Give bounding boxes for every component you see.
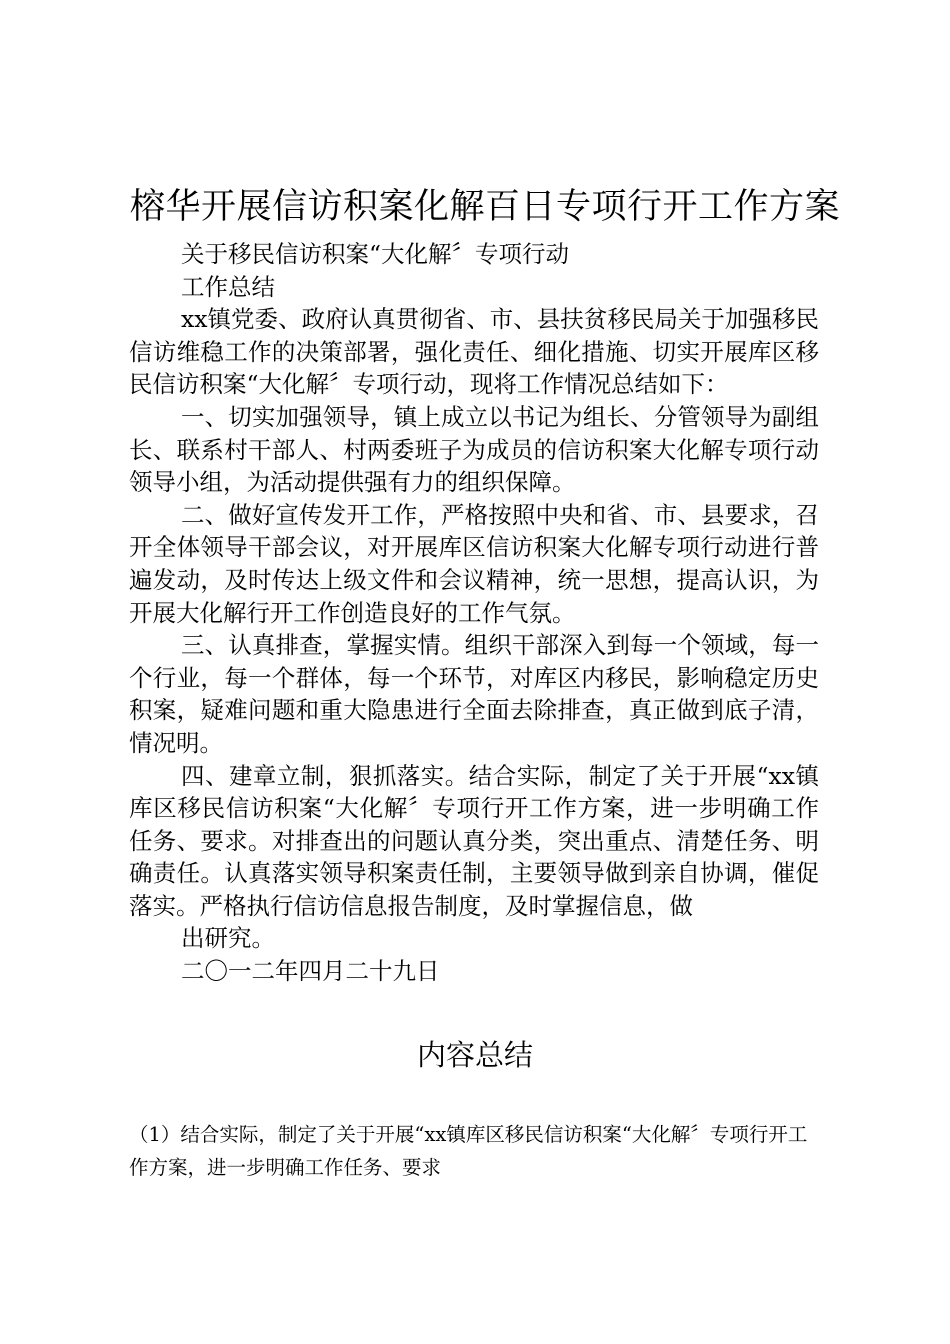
paragraph-1: 一、切实加强领导，镇上成立以书记为组长、分管领导为副组长、联系村干部人、村两委班子为成员的信访积案大化解专项行动领导小组，为活动提供强有力的组织保障。 — [129, 402, 819, 497]
summary-text: （1）结合实际，制定了关于开展“xx镇库区移民信访积案“大化解〞专项行开工作方案，进一步明确工作任务、要求 — [129, 1123, 808, 1179]
summary-heading: 内容总结 — [416, 1038, 533, 1072]
paragraph-intro: xx镇党委、政府认真贯彻省、市、县扶贫移民局关于加强移民信访维稳工作的决策部署，强化责任、细化措施、切实开展库区移民信访积案“大化解〞专项行动，现将工作情况总结如下： — [129, 305, 819, 399]
summary-body — [129, 1118, 824, 1184]
document-body — [129, 238, 819, 988]
paragraph-3: 三、认真排查，掌握实情。组织干部深入到每一个领域，每一个行业，每一个群体，每一个环节，对库区内移民，影响稳定历史积案，疑难问题和重大隐患进行全面去除排查，真正做到底子清，情况明。 — [129, 631, 819, 757]
paragraph-2: 二、做好宣传发开工作，严格按照中央和省、市、县要求，召开全体领导干部会议，对开展库区信访积案大化解专项行动进行普遍发动，及时传达上级文件和会议精神，统一思想，提高认识，为开展大化解行开工作创造良好的工作气氛。 — [129, 500, 819, 627]
paragraph-4: 四、建章立制，狠抓落实。结合实际，制定了关于开展“xx镇库区移民信访积案“大化解〞专项行开工作方案，进一步明确工作任务、要求。对排查出的问题认真分类，突出重点、清楚任务、明确责任。认真落实领导积案责任制，主要领导做到亲自协调，催促落实。严格执行信访信息报告制度，及时掌握信息，做 — [129, 761, 819, 920]
subtitle-line-1: 关于移民信访积案“大化解〞专项行动 — [181, 240, 570, 268]
document-title: 榕华开展信访积案化解百日专项行开工作方案 — [130, 187, 841, 227]
subtitle-line-2: 工作总结 — [181, 272, 275, 301]
paragraph-continuation: 出研究。 — [181, 924, 275, 953]
document-date: 二〇一二年四月二十九日 — [181, 957, 440, 986]
